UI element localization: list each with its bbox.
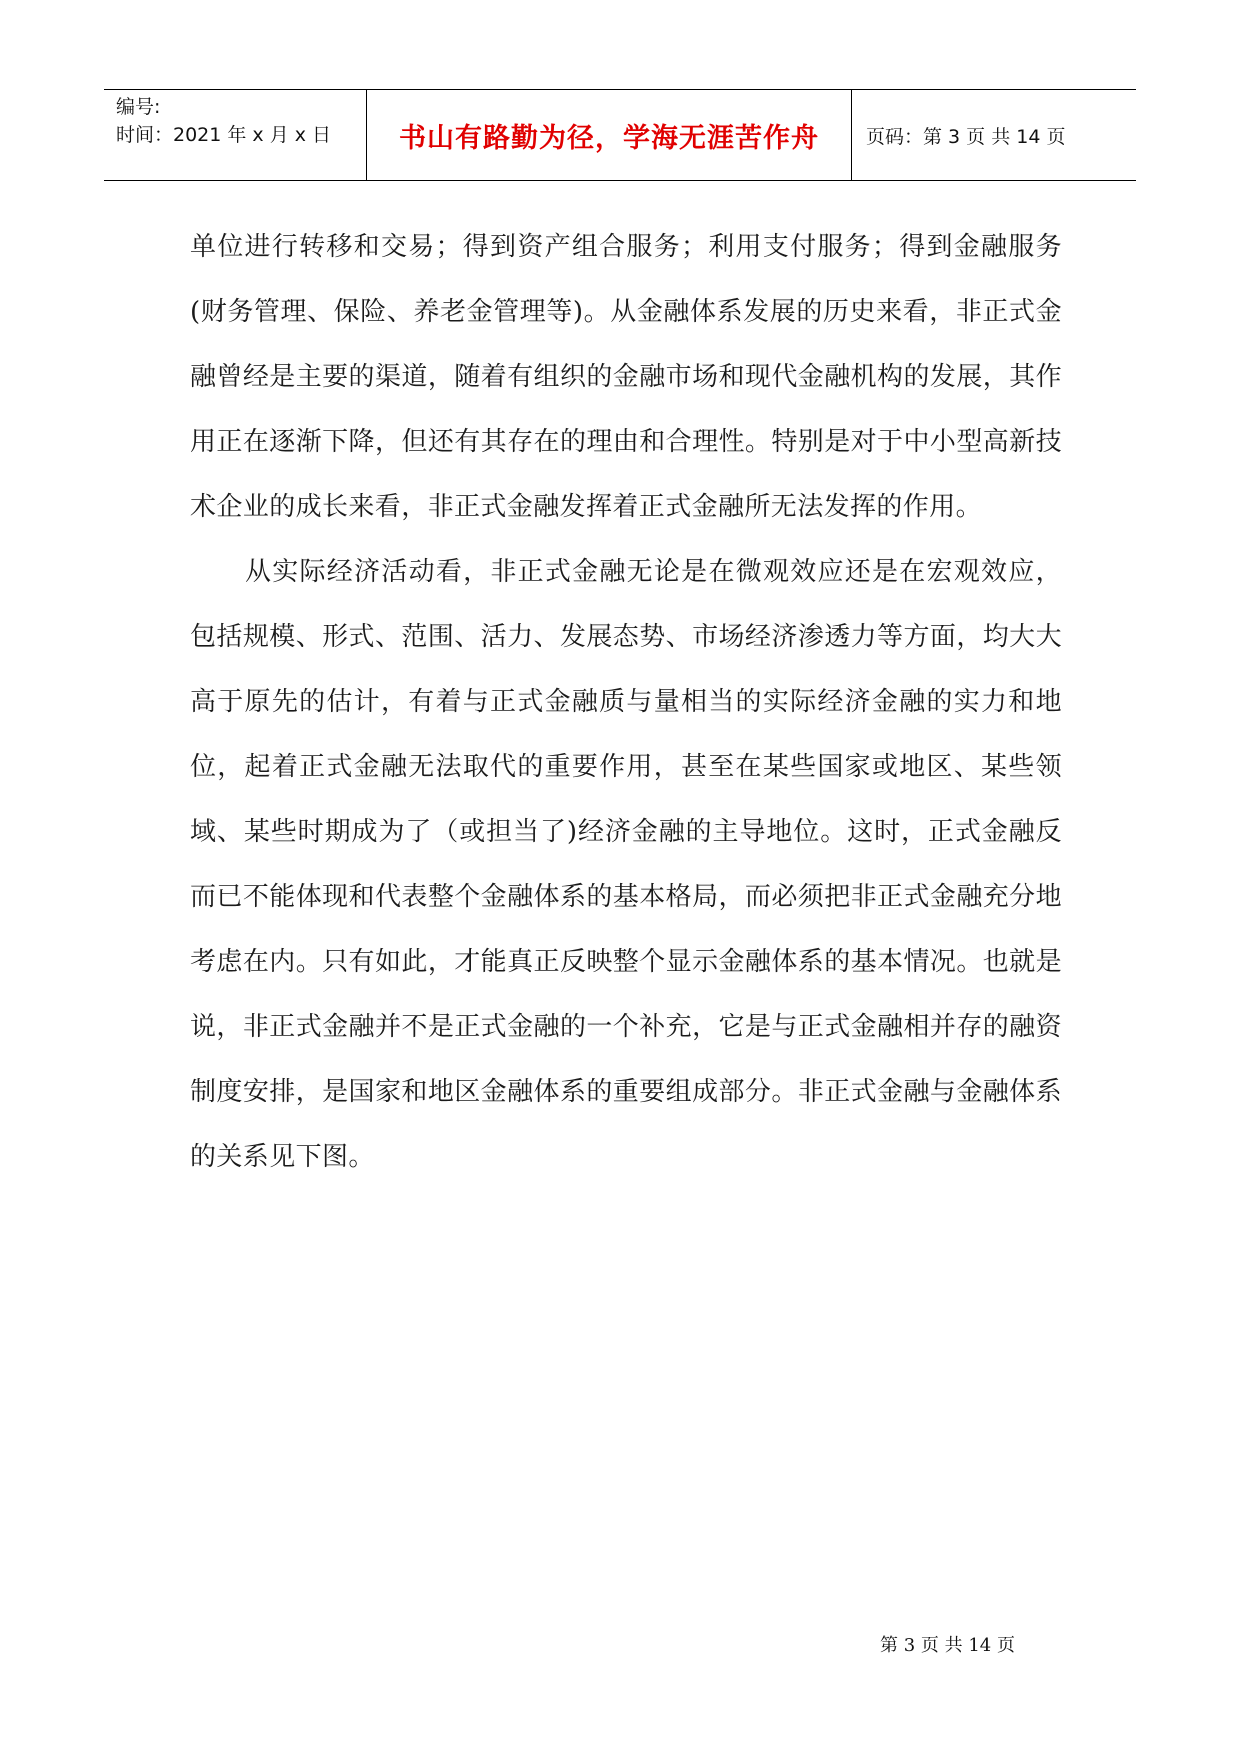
document-header: [104, 89, 1136, 181]
body-paragraph: 单位进行转移和交易；得到资产组合服务；利用支付服务；得到金融服务(财务管理、保险、养老金管理等)。从金融体系发展的历史来看，非正式金融曾经是主要的渠道，随着有组织的金融市场和现代金融机构的发展，其作用正在逐渐下降，但还有其存在的理由和合理性。特别是对于中小型高新技术企业的成长来看，非正式金融发挥着正式金融所无法发挥的作用。: [190, 232, 1062, 522]
header-meta-cell: [104, 90, 366, 180]
header-motto: 书山有路勤为径，学海无涯苦作舟: [399, 122, 819, 154]
document-date: 时间：2021 年 x 月 x 日: [116, 124, 332, 146]
header-page-code: 页码：第 3 页 共 14 页: [866, 125, 1066, 148]
document-body: [190, 215, 1062, 1190]
header-motto-cell: [366, 90, 852, 180]
page-footer-number: 第 3 页 共 14 页: [880, 1635, 1015, 1656]
document-code-label: 编号:: [116, 96, 161, 118]
header-page-cell: [852, 90, 1136, 180]
body-paragraph: 从实际经济活动看，非正式金融无论是在微观效应还是在宏观效应，包括规模、形式、范围、活力、发展态势、市场经济渗透力等方面，均大大高于原先的估计，有着与正式金融质与量相当的实际经济金融的实力和地位，起着正式金融无法取代的重要作用，甚至在某些国家或地区、某些领域、某些时期成为了（或担当了)经济金融的主导地位。这时，正式金融反而已不能体现和代表整个金融体系的基本格局，而必须把非正式金融充分地考虑在内。只有如此，才能真正反映整个显示金融体系的基本情况。也就是说，非正式金融并不是正式金融的一个补充，它是与正式金融相并存的融资制度安排，是国家和地区金融体系的重要组成部分。非正式金融与金融体系的关系见下图。: [190, 557, 1062, 1172]
